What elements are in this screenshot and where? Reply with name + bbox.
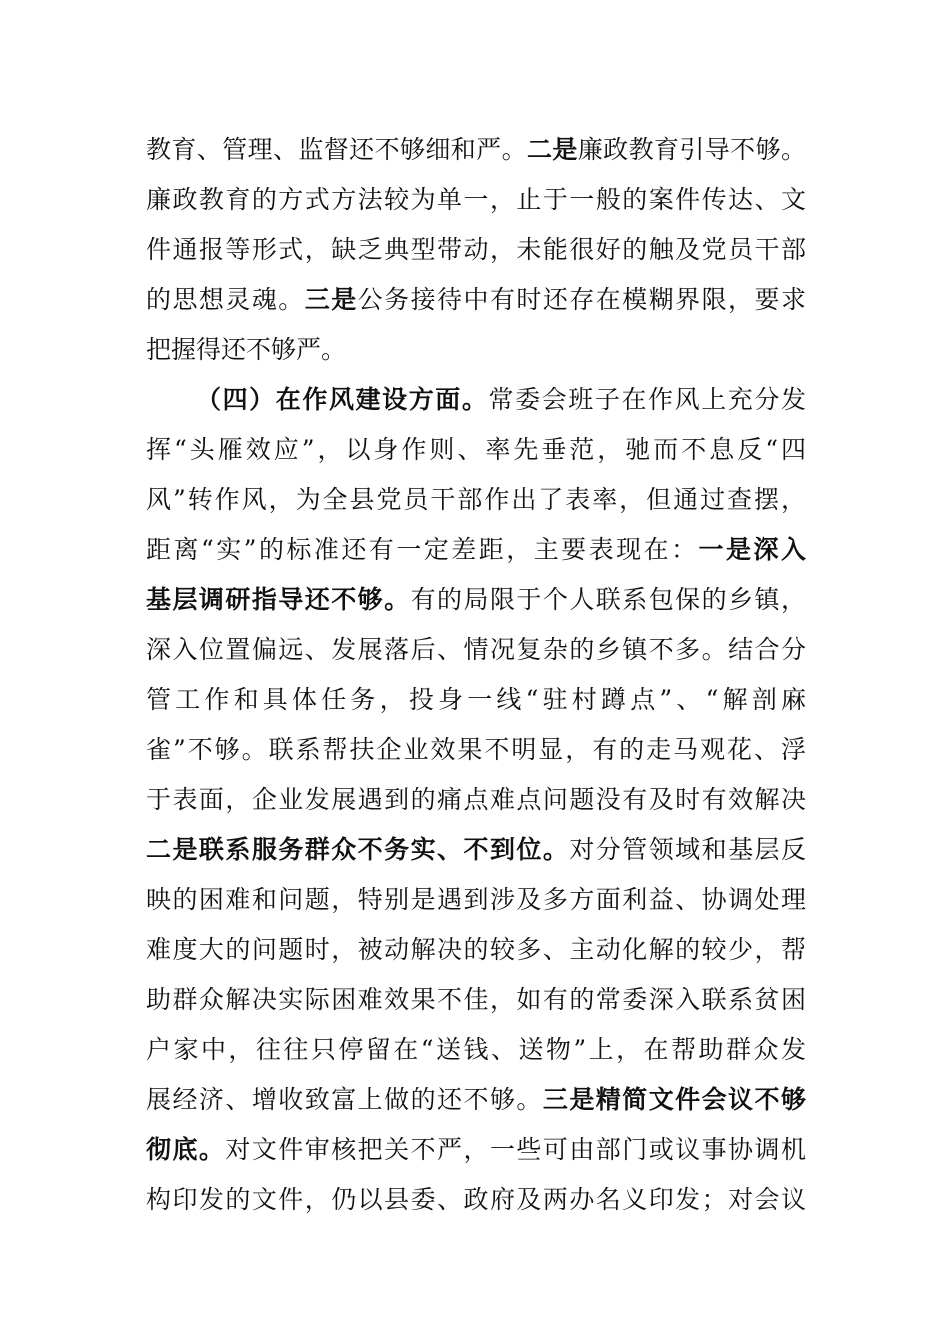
text-line-21 <box>146 1125 806 1175</box>
text-line-7 <box>146 425 806 475</box>
text-run: 构印发的文件，仍以县委、政府及两办名义印发；对会议 <box>146 1185 806 1214</box>
text-run-bold: 二是联系服务群众不务实、不到位。 <box>146 835 570 864</box>
text-line-2 <box>146 175 806 225</box>
text-run-bold: 二是 <box>526 135 578 164</box>
text-line-9 <box>146 525 806 575</box>
text-run: 难度大的问题时，被动解决的较多、主动化解的较少，帮 <box>146 935 806 964</box>
text-run: 助群众解决实际困难效果不佳，如有的常委深入联系贫困 <box>146 985 806 1014</box>
text-line-15 <box>146 825 806 875</box>
text-run: 户家中，往往只停留在“送钱、送物”上，在帮助群众发 <box>146 1035 806 1064</box>
text-run: 常委会班子在作风上充分发 <box>488 385 806 414</box>
text-line-10 <box>146 575 806 625</box>
text-run: 雀”不够。联系帮扶企业效果不明显，有的走马观花、浮 <box>146 735 806 764</box>
text-line-20 <box>146 1075 806 1125</box>
text-run-bold: 三是精简文件会议不够 <box>542 1085 806 1114</box>
text-run: 公务接待中有时还存在模糊界限，要求 <box>357 285 806 314</box>
text-run: 件通报等形式，缺乏典型带动，未能很好的触及党员干部 <box>146 235 806 264</box>
text-run-bold: 一是深入 <box>698 535 806 564</box>
text-run: 廉政教育的方式方法较为单一，止于一般的案件传达、文 <box>146 185 806 214</box>
text-run-bold: 三是 <box>304 285 358 314</box>
text-line-12 <box>146 675 806 725</box>
text-line-13 <box>146 725 806 775</box>
section-heading-line <box>146 375 806 425</box>
text-run: 廉政教育引导不够。 <box>577 135 806 164</box>
text-run-bold: 基层调研指导还不够。 <box>146 585 411 614</box>
section-heading: （四）在作风建设方面。 <box>196 385 489 414</box>
text-run: 风”转作风，为全县党员干部作出了表率，但通过查摆， <box>146 485 806 514</box>
text-line-14 <box>146 775 806 825</box>
text-run: 映的困难和问题，特别是遇到涉及多方面利益、协调处理 <box>146 885 806 914</box>
text-run: 把握得还不够严。 <box>146 335 347 364</box>
text-run: 展经济、增收致富上做的还不够。 <box>146 1085 543 1114</box>
text-line-22 <box>146 1175 806 1225</box>
text-run: 对文件审核把关不严，一些可由部门或议事协调机 <box>225 1135 806 1164</box>
text-line-11 <box>146 625 806 675</box>
text-run: 深入位置偏远、发展落后、情况复杂的乡镇不多。结合分 <box>146 635 806 664</box>
text-run-bold: 彻底。 <box>146 1135 226 1164</box>
text-line-18 <box>146 975 806 1025</box>
text-line-3 <box>146 225 806 275</box>
body-text <box>146 125 806 1225</box>
text-run: 距离“实”的标准还有一定差距，主要表现在： <box>146 535 699 564</box>
text-line-16 <box>146 875 806 925</box>
text-line-1 <box>146 125 806 175</box>
text-run: 有的局限于个人联系包保的乡镇， <box>410 585 806 614</box>
text-run: 于表面，企业发展遇到的痛点难点问题没有及时有效解决 <box>146 785 806 814</box>
text-line-8 <box>146 475 806 525</box>
text-line-19 <box>146 1025 806 1075</box>
text-run: 管工作和具体任务，投身一线“驻村蹲点”、“解剖麻 <box>146 685 806 714</box>
text-run: 的思想灵魂。 <box>146 285 305 314</box>
text-line-5 <box>146 325 806 375</box>
text-run: 对分管领域和基层反 <box>569 835 806 864</box>
text-run: 教育、管理、监督还不够细和严。 <box>146 135 527 164</box>
text-line-17 <box>146 925 806 975</box>
text-line-4 <box>146 275 806 325</box>
text-run: 挥“头雁效应”，以身作则、率先垂范，驰而不息反“四 <box>146 435 806 464</box>
